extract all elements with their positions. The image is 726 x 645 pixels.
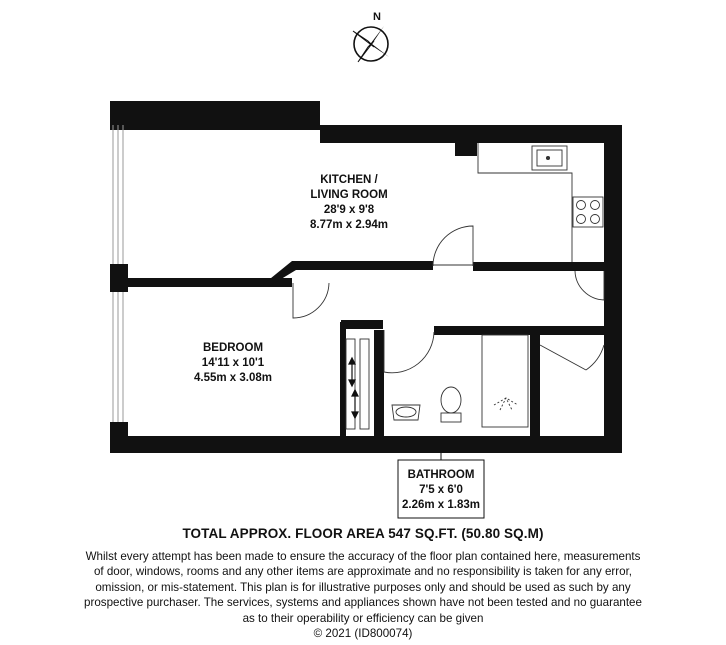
- kitchen-worktop: [478, 143, 572, 262]
- wall-notch: [455, 140, 477, 156]
- room-label-bedroom: [194, 342, 272, 384]
- walls: [110, 101, 622, 453]
- wardrobe-door-right: [360, 339, 369, 429]
- shower-spray-icon: [494, 398, 518, 410]
- svg-text:8.77m x 2.94m: 8.77m x 2.94m: [309, 219, 389, 231]
- wall-cupboard: [530, 335, 540, 436]
- wall-wardrobe-left: [340, 322, 346, 436]
- compass: [353, 11, 389, 62]
- disclaimer-line: of door, windows, rooms and any other items are approximate and no responsibility is taken for any error,: [93, 565, 633, 579]
- disclaimer-line: prospective purchaser. The services, systems and appliances shown have not been tested and no guarantee: [84, 596, 642, 610]
- door-bathroom: [384, 330, 434, 373]
- svg-text:7'5 x 6'0: 7'5 x 6'0: [419, 484, 463, 496]
- svg-text:BATHROOM: BATHROOM: [407, 469, 475, 481]
- bathroom-fittings: [392, 335, 528, 427]
- hob-icon: [573, 197, 603, 227]
- wall-hall-1: [341, 320, 383, 329]
- svg-text:2.26m x 1.83m: 2.26m x 1.83m: [401, 499, 481, 511]
- disclaimer-line: as to their operability or efficiency can be given: [242, 611, 484, 625]
- shower-tray-icon: [482, 335, 528, 427]
- svg-text:LIVING ROOM: LIVING ROOM: [310, 189, 388, 201]
- wall-bottom: [110, 436, 622, 453]
- svg-text:BEDROOM: BEDROOM: [202, 342, 264, 354]
- door-entrance: [575, 271, 604, 300]
- room-label-kitchen-living: [310, 174, 388, 231]
- compass-north-label: N: [373, 11, 381, 23]
- door-bedroom: [293, 283, 329, 318]
- svg-text:4.55m x 3.08m: 4.55m x 3.08m: [193, 372, 273, 384]
- wall-bath-left: [374, 330, 384, 436]
- wall-kitchen-hall: [473, 262, 604, 271]
- svg-text:KITCHEN /: KITCHEN /: [320, 174, 378, 186]
- toilet-icon: [441, 387, 461, 422]
- disclaimer-line: omission, or mis-statement. This plan is for illustrative purposes only and should be used as such by any: [95, 580, 631, 594]
- wall-left-top: [110, 101, 128, 125]
- wardrobe-arrows-icon: [349, 358, 358, 418]
- compass-rose-icon: [353, 26, 389, 62]
- wall-right-upper: [604, 125, 622, 320]
- svg-text:28'9 x 9'8: 28'9 x 9'8: [323, 204, 375, 216]
- wall-hall-2: [434, 326, 610, 335]
- copyright: © 2021 (ID800074): [313, 627, 413, 641]
- disclaimer: [40, 549, 686, 641]
- wall-right-lower: [604, 318, 622, 453]
- kitchen-fittings: [478, 143, 603, 262]
- disclaimer-line: Whilst every attempt has been made to ensure the accuracy of the floor plan contained here, measurements: [85, 550, 641, 563]
- wall-top-left: [110, 101, 320, 130]
- door-kitchen: [433, 226, 473, 266]
- wall-left-middle: [110, 264, 128, 292]
- door-cupboard: [540, 345, 604, 370]
- svg-text:14'11 x 10'1: 14'11 x 10'1: [201, 357, 265, 369]
- total-floor-area: TOTAL APPROX. FLOOR AREA 547 SQ.FT. (50.80 SQ.M): [182, 526, 544, 541]
